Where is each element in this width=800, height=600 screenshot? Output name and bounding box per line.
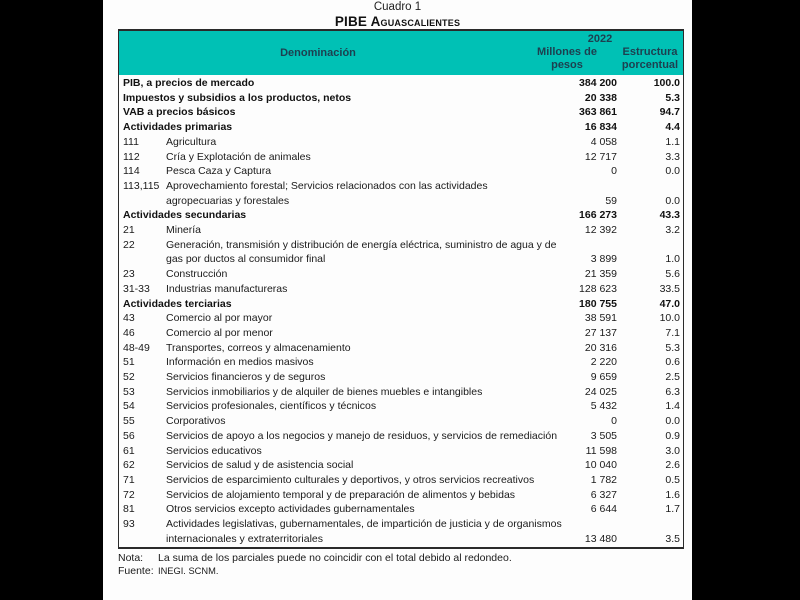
table-row: [119, 414, 683, 429]
header-estructura-porcentual: [617, 46, 683, 72]
row-millones-pesos: 384 200: [579, 77, 617, 89]
row-denominacion: Transportes, correos y almacenamiento: [166, 341, 351, 354]
row-denominacion: Servicios de salud y de asistencia social: [166, 459, 354, 472]
table-row: [119, 135, 683, 150]
row-code: 51: [123, 356, 135, 369]
table-row: [119, 385, 683, 400]
row-millones-pesos: 180 755: [579, 297, 617, 310]
pibe-table: [118, 29, 684, 549]
row-estructura-porcentual: 1.0: [665, 253, 680, 266]
document-page: [103, 0, 692, 600]
table-row: [119, 208, 683, 223]
row-denominacion: Aprovechamiento forestal; Servicios relacionados con las actividades agropecuarias y forestales: [166, 179, 488, 207]
row-estructura-porcentual: 1.6: [665, 488, 680, 501]
header-year-group: [517, 31, 683, 75]
row-denominacion: Minería: [166, 224, 202, 237]
row-denominacion: Construcción: [166, 268, 228, 281]
table-row: [119, 458, 683, 473]
table-row: [119, 223, 683, 238]
header-millones-de-pesos: [517, 46, 617, 72]
row-estructura-porcentual: 3.2: [665, 224, 680, 237]
row-millones-pesos: 20 338: [584, 91, 617, 104]
table-row: [119, 444, 683, 459]
row-code: 54: [123, 400, 135, 413]
table-row: [119, 429, 683, 444]
table-row: [119, 502, 683, 517]
header-year: 2022: [587, 33, 613, 45]
row-estructura-porcentual: 5.3: [665, 341, 680, 354]
row-denominacion: Actividades legislativas, gubernamentales, de impartición de justicia y de organismos internacionales y extraterritoriales: [166, 518, 562, 545]
row-estructura-porcentual: 0.0: [665, 415, 680, 428]
row-estructura-porcentual: 47.0: [659, 297, 680, 310]
row-code: 112: [123, 150, 140, 163]
row-millones-pesos: 2 220: [590, 356, 617, 369]
row-code: 114: [123, 165, 140, 178]
table-row: [119, 76, 683, 91]
row-denominacion: Pesca Caza y Captura: [166, 165, 272, 178]
row-millones-pesos: 27 137: [584, 326, 617, 339]
row-estructura-porcentual: 1.4: [665, 400, 680, 413]
table-row: [119, 238, 683, 267]
row-denominacion: Servicios de esparcimiento culturales y deportivos, y otros servicios recreativos: [166, 473, 535, 486]
source-row: [118, 565, 692, 578]
row-code: 21: [123, 224, 135, 237]
row-estructura-porcentual: 3.3: [665, 150, 680, 163]
row-code: 93: [123, 518, 135, 531]
row-code: 52: [123, 371, 135, 384]
row-code: 48-49: [123, 341, 150, 354]
row-millones-pesos: 24 025: [584, 385, 617, 398]
row-estructura-porcentual: 4.4: [665, 121, 680, 134]
row-estructura-porcentual: 0.5: [665, 473, 680, 486]
row-denominacion: Servicios de alojamiento temporal y de preparación de alimentos y bebidas: [166, 488, 516, 501]
row-denominacion: Servicios educativos: [166, 444, 262, 457]
row-denominacion: Impuestos y subsidios a los productos, netos: [123, 91, 352, 104]
header-millones-line1: Millones de: [537, 46, 597, 58]
row-millones-pesos: 38 591: [584, 312, 617, 325]
table-row: [119, 120, 683, 135]
table-row: [119, 91, 683, 106]
row-denominacion: Comercio al por mayor: [166, 312, 273, 325]
table-row: [119, 488, 683, 503]
row-denominacion: Generación, transmisión y distribución de energía eléctrica, suministro de agua y de gas por ductos al consumidor final: [166, 238, 557, 266]
table-row: [119, 150, 683, 165]
row-estructura-porcentual: 3.5: [665, 532, 680, 545]
row-millones-pesos: 128 623: [579, 282, 617, 295]
row-millones-pesos: 0: [611, 415, 617, 428]
row-millones-pesos: 12 392: [584, 224, 617, 237]
row-estructura-porcentual: 0.9: [665, 429, 680, 442]
row-denominacion: Otros servicios excepto actividades gubernamentales: [166, 503, 415, 516]
row-estructura-porcentual: 43.3: [659, 209, 680, 222]
row-code: 81: [123, 503, 135, 516]
table-row: [119, 473, 683, 488]
row-millones-pesos: 16 834: [584, 121, 617, 134]
row-estructura-porcentual: 1.1: [665, 135, 680, 148]
header-columns: [517, 46, 683, 72]
source-label: Fuente:: [118, 564, 154, 577]
row-code: 56: [123, 429, 135, 442]
row-millones-pesos: 11 598: [585, 444, 617, 457]
row-estructura-porcentual: 7.1: [665, 326, 680, 339]
row-denominacion: Servicios de apoyo a los negocios y manejo de residuos, y servicios de remediación: [166, 429, 558, 442]
row-estructura-porcentual: 10.0: [659, 312, 680, 325]
row-millones-pesos: 166 273: [579, 209, 617, 222]
row-code: 53: [123, 385, 135, 398]
title-block: [103, 0, 692, 29]
table-row: [119, 311, 683, 326]
table-row: [119, 164, 683, 179]
row-estructura-porcentual: 0.6: [665, 356, 680, 369]
header-millones-line2: pesos: [551, 59, 583, 71]
row-estructura-porcentual: 5.6: [665, 268, 680, 281]
header-estructura-line1: Estructura: [622, 46, 678, 58]
row-denominacion: Agricultura: [166, 135, 217, 148]
row-estructura-porcentual: 1.7: [665, 503, 680, 516]
row-code: 43: [123, 312, 135, 325]
table-header: [119, 31, 683, 75]
row-millones-pesos: 363 861: [579, 106, 617, 119]
row-millones-pesos: 10 040: [584, 459, 617, 472]
row-code: 62: [123, 459, 135, 472]
row-estructura-porcentual: 6.3: [665, 385, 680, 398]
row-estructura-porcentual: 0.0: [665, 165, 680, 178]
row-millones-pesos: 6 327: [590, 488, 617, 501]
row-denominacion: Actividades terciarias: [123, 297, 232, 310]
row-denominacion: Industrias manufactureras: [166, 282, 288, 295]
row-millones-pesos: 1 782: [590, 473, 617, 486]
table-row: [119, 355, 683, 370]
row-denominacion: Información en medios masivos: [166, 356, 314, 369]
footnotes: [118, 552, 692, 578]
row-estructura-porcentual: 3.0: [665, 444, 680, 457]
table-row: [119, 370, 683, 385]
row-code: 23: [123, 268, 135, 281]
table-row: [119, 282, 683, 297]
row-millones-pesos: 21 359: [584, 268, 617, 281]
row-estructura-porcentual: 5.3: [665, 91, 680, 104]
row-code: 55: [123, 415, 135, 428]
row-code: 72: [123, 488, 135, 501]
row-code: 111: [123, 135, 139, 148]
row-millones-pesos: 20 316: [584, 341, 617, 354]
table-number: Cuadro 1: [373, 1, 422, 13]
row-estructura-porcentual: 2.5: [665, 371, 680, 384]
row-estructura-porcentual: 0.0: [665, 194, 680, 207]
row-millones-pesos: 0: [611, 165, 617, 178]
row-estructura-porcentual: 2.6: [665, 459, 680, 472]
table-row: [119, 105, 683, 120]
row-denominacion: Servicios inmobiliarios y de alquiler de bienes muebles e intangibles: [166, 385, 483, 398]
row-code: 31-33: [123, 282, 150, 295]
row-millones-pesos: 3 899: [590, 253, 617, 266]
row-code: 113,115: [123, 179, 160, 192]
table-row: [119, 267, 683, 282]
row-millones-pesos: 3 505: [590, 429, 617, 442]
table-row: [119, 297, 683, 312]
row-code: 22: [123, 238, 135, 251]
row-denominacion: Actividades secundarias: [123, 209, 247, 222]
row-denominacion: PIB, a precios de mercado: [123, 77, 255, 89]
row-millones-pesos: 5 432: [590, 400, 617, 413]
row-denominacion: Comercio al por menor: [166, 326, 273, 339]
note-row: [118, 552, 692, 565]
header-estructura-line2: porcentual: [621, 59, 679, 71]
header-denominacion: Denominación: [280, 47, 356, 59]
table-row: [119, 341, 683, 356]
table-row: [119, 326, 683, 341]
row-code: 46: [123, 326, 135, 339]
row-millones-pesos: 9 659: [590, 371, 617, 384]
row-denominacion: Corporativos: [166, 415, 226, 428]
row-denominacion: Servicios financieros y de seguros: [166, 371, 326, 384]
row-code: 71: [123, 473, 135, 486]
table-row: [119, 517, 683, 546]
row-denominacion: Actividades primarias: [123, 121, 233, 134]
row-denominacion: Cría y Explotación de animales: [166, 150, 311, 163]
row-millones-pesos: 6 644: [590, 503, 617, 516]
table-row: [119, 399, 683, 414]
row-estructura-porcentual: 33.5: [659, 282, 680, 295]
row-millones-pesos: 59: [605, 194, 617, 207]
source-text: INEGI. SCNM.: [158, 565, 219, 576]
row-code: 61: [123, 444, 135, 457]
row-millones-pesos: 12 717: [584, 150, 617, 163]
table-row: [119, 179, 683, 208]
note-text: La suma de los parciales puede no coincidir con el total debido al redondeo.: [158, 551, 512, 564]
row-estructura-porcentual: 94.7: [659, 106, 680, 119]
note-label: Nota:: [118, 551, 144, 564]
table-body: [119, 75, 683, 547]
row-millones-pesos: 4 058: [590, 135, 617, 148]
row-denominacion: VAB a precios básicos: [123, 106, 236, 119]
row-millones-pesos: 13 480: [584, 532, 617, 545]
row-denominacion: Servicios profesionales, científicos y técnicos: [166, 400, 377, 413]
row-estructura-porcentual: 100.0: [653, 77, 680, 89]
page-title: PIBE Aguascalientes: [334, 14, 461, 29]
